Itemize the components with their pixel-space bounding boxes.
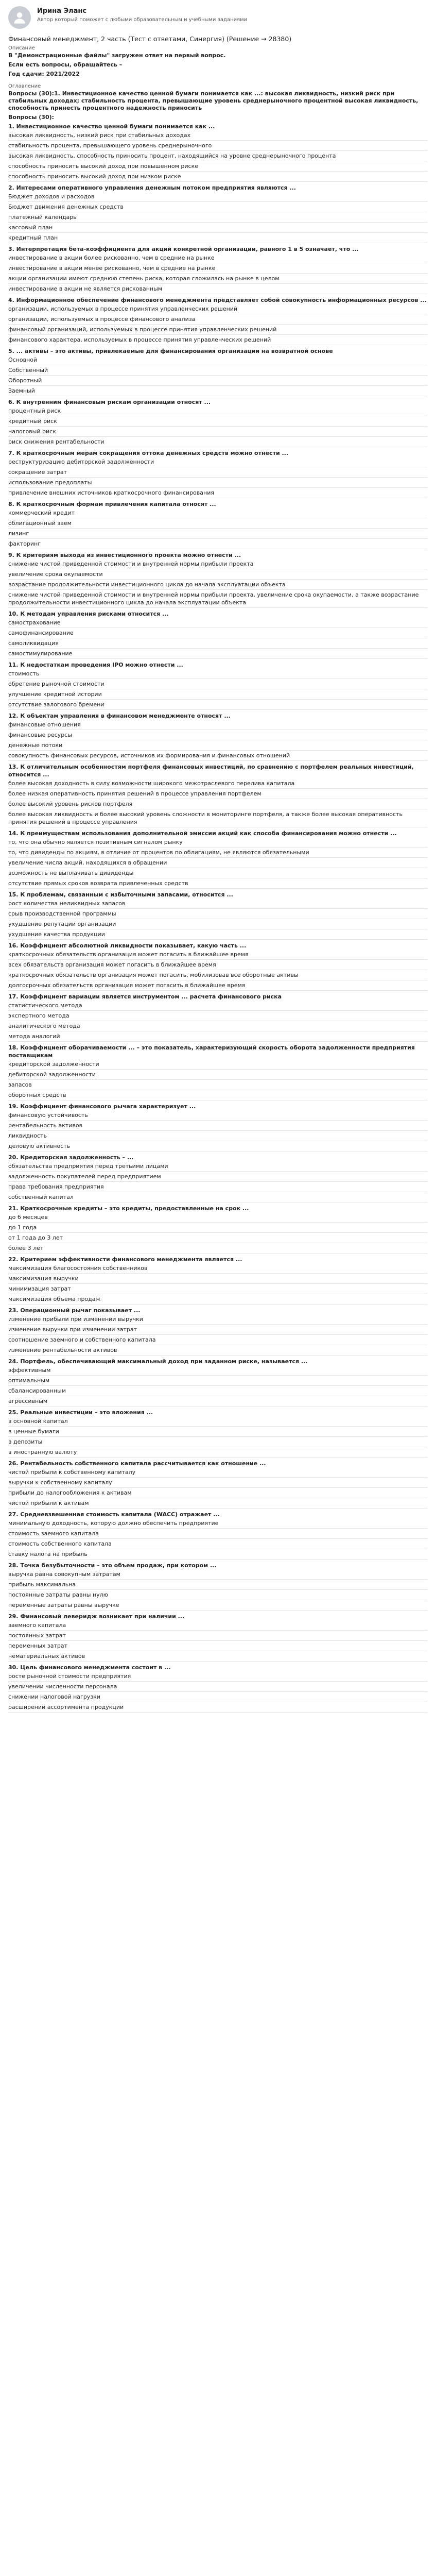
question-block xyxy=(8,1664,428,1713)
answer-option: кредиторской задолженности xyxy=(8,1059,428,1070)
avatar[interactable] xyxy=(8,6,31,29)
answer-option: высокая ликвидность, низкий риск при стабильных доходах xyxy=(8,130,428,141)
question-block xyxy=(8,1613,428,1662)
answer-option: облигационный заем xyxy=(8,518,428,529)
answer-option: снижение чистой приведенной стоимости и внутренней нормы прибыли проекта xyxy=(8,559,428,569)
answer-option: привлечение внешних источников краткосрочного финансирования xyxy=(8,488,428,498)
answer-option: всех обязательств организация может погасить в ближайшее время xyxy=(8,960,428,970)
answer-option: более высокий уровень рисков портфеля xyxy=(8,799,428,809)
answer-option: выручки к собственному капиталу xyxy=(8,1478,428,1488)
answer-option: возрастание продолжительности инвестиционного цикла до начала эксплуатации объекта xyxy=(8,580,428,590)
answer-option: прибыли до налогообложения к активам xyxy=(8,1488,428,1498)
question-block xyxy=(8,1511,428,1560)
answer-option: выручка равна совокупным затратам xyxy=(8,1569,428,1580)
answer-option: в ценные бумаги xyxy=(8,1427,428,1437)
answer-option: способность приносить высокий доход при повышенном риске xyxy=(8,161,428,172)
answer-option: статистического метода xyxy=(8,1001,428,1011)
answer-option: самострахование xyxy=(8,618,428,628)
answer-option: способность приносить высокий доход при низком риске xyxy=(8,172,428,182)
answer-option: снижение чистой приведенной стоимости и внутренней нормы прибыли проекта, увеличение срока окупаемости, а также возрастание продолжительности инвестиционного цикла до начала эксплуатации объекта xyxy=(8,590,428,608)
answer-option: оборотных средств xyxy=(8,1090,428,1100)
answer-option: акции организации имеют среднюю степень риска, которая сложилась на рынке в целом xyxy=(8,274,428,284)
question-block xyxy=(8,245,428,294)
question-title: 12. К объектам управления в финансовом менеджменте относят ... xyxy=(8,713,231,719)
author-description: Автор который поможет с любыми образовательным и учебными заданиями xyxy=(37,17,248,23)
question-title: 17. Коэффициент вариации является инструментом ... расчета финансового риска xyxy=(8,993,282,1000)
answer-option: финансовый организаций, используемых в процессе принятия управленческих решений xyxy=(8,325,428,335)
question-block xyxy=(8,1562,428,1611)
answer-option: самофинансирование xyxy=(8,628,428,638)
answer-option: стабильность процента, превышающего уровень среднерыночного xyxy=(8,141,428,151)
answer-option: краткосрочных обязательств организация может погасить в ближайшее время xyxy=(8,950,428,960)
answer-option: увеличение срока окупаемости xyxy=(8,569,428,580)
answer-option: снижении налоговой нагрузки xyxy=(8,1692,428,1702)
answer-option: организации, используемых в процессе финансового анализа xyxy=(8,314,428,325)
question-title: 24. Портфель, обеспечивающий максимальный доход при заданном риске, называется ... xyxy=(8,1358,308,1365)
question-block xyxy=(8,763,428,827)
answer-option: денежные потоки xyxy=(8,740,428,751)
answer-option: ставку налога на прибыль xyxy=(8,1549,428,1560)
answer-option: совокупность финансовых ресурсов, источников их формирования и финансовых отношений xyxy=(8,751,428,761)
answer-option: эффективным xyxy=(8,1365,428,1376)
answer-option: возможность не выплачивать дивиденды xyxy=(8,868,428,878)
question-title: 30. Цель финансового менеджмента состоит в ... xyxy=(8,1664,171,1671)
answer-option: финансовые ресурсы xyxy=(8,730,428,740)
answer-option: краткосрочных обязательств организация может погасить, мобилизовав все оборотные активы xyxy=(8,970,428,980)
answer-option: в основной капитал xyxy=(8,1416,428,1427)
answer-option: налоговый риск xyxy=(8,427,428,437)
answer-option: отсутствие прямых сроков возврата привлеченных средств xyxy=(8,878,428,889)
answer-option: максимизация объема продаж xyxy=(8,1294,428,1304)
answer-option: рентабельность активов xyxy=(8,1121,428,1131)
answer-option: аналитического метода xyxy=(8,1021,428,1031)
answer-option: нематериальных активов xyxy=(8,1651,428,1662)
description-note: Если есть вопросы, обращайтесь – xyxy=(8,61,123,68)
answer-option: самостимулирование xyxy=(8,649,428,659)
question-block xyxy=(8,1256,428,1304)
question-block xyxy=(8,610,428,659)
answer-option: метода аналогий xyxy=(8,1031,428,1042)
answer-option: экспертного метода xyxy=(8,1011,428,1021)
answer-option: собственный капитал xyxy=(8,1192,428,1202)
question-block xyxy=(8,942,428,991)
question-block xyxy=(8,184,428,243)
question-title: 9. К критериям выхода из инвестиционного проекта можно отнести ... xyxy=(8,552,241,558)
answer-option: финансовую устойчивость xyxy=(8,1110,428,1121)
answer-option: более низкая оперативность принятия решений в процессе управления портфелем xyxy=(8,789,428,799)
answer-option: постоянных затрат xyxy=(8,1631,428,1641)
answer-option: факторинг xyxy=(8,539,428,549)
question-block xyxy=(8,1205,428,1253)
question-title: 26. Рентабельность собственного капитала рассчитывается как отношение ... xyxy=(8,1460,266,1467)
document-title: Финансовый менеджмент, 2 часть (Тест с ответами, Синергия) (Решение → 28380) xyxy=(8,35,292,43)
answer-option: ликвидность xyxy=(8,1131,428,1141)
question-title: 3. Интерпретация бета-коэффициента для акций конкретной организации, равного 1 в 5 означает, что ... xyxy=(8,246,359,252)
answer-option: постоянные затраты равны нулю xyxy=(8,1590,428,1600)
answer-option: оптимальным xyxy=(8,1376,428,1386)
author-name[interactable]: Ирина Эланс xyxy=(37,7,87,15)
answer-option: права требования предприятия xyxy=(8,1182,428,1192)
question-title: 18. Коэффициент оборачиваемости ... – это показатель, характеризующий скорость оборота задолженности предприятия поставщикам xyxy=(8,1044,415,1059)
answer-option: увеличение числа акций, находящихся в обращении xyxy=(8,858,428,868)
answer-option: максимизация благосостояния собственников xyxy=(8,1263,428,1274)
answer-option: сбалансированным xyxy=(8,1386,428,1396)
answer-option: задолженность покупателей перед предприятием xyxy=(8,1172,428,1182)
answer-option: минимизация затрат xyxy=(8,1284,428,1294)
question-block xyxy=(8,449,428,498)
answer-option: кредитный риск xyxy=(8,416,428,427)
answer-option: финансового характера, используемых в процессе принятия управленческих решений xyxy=(8,335,428,345)
answer-option: риск снижения рентабельности xyxy=(8,437,428,447)
answer-option: Бюджет движения денежных средств xyxy=(8,202,428,212)
answer-option: росте рыночной стоимости предприятия xyxy=(8,1671,428,1682)
answer-option: Собственный xyxy=(8,365,428,376)
answer-option: максимизация выручки xyxy=(8,1274,428,1284)
author-info xyxy=(37,6,247,23)
answer-option: отсутствие залогового бремени xyxy=(8,700,428,710)
answer-option: запасов xyxy=(8,1080,428,1090)
answer-option: увеличении численности персонала xyxy=(8,1682,428,1692)
question-title: 15. К проблемам, связанным с избыточными запасами, относится ... xyxy=(8,891,233,898)
answer-option: Заемный xyxy=(8,386,428,396)
answer-option: минимальную доходность, которую должно обеспечить предприятие xyxy=(8,1518,428,1529)
question-block xyxy=(8,551,428,608)
answer-option: деловую активность xyxy=(8,1141,428,1151)
toc-label: Оглавление xyxy=(8,83,41,89)
question-block xyxy=(8,661,428,710)
question-title: 6. К внутренним финансовым рискам организации относят ... xyxy=(8,399,211,405)
answer-option: изменение рентабельности активов xyxy=(8,1345,428,1355)
description-label: Описание xyxy=(8,45,35,51)
question-title: 29. Финансовый леверидж возникает при наличии ... xyxy=(8,1613,185,1620)
answer-option: то, что дивиденды по акциям, в отличие от процентов по облигациям, не являются обязательными xyxy=(8,848,428,858)
answer-option: высокая ликвидность, способность приносить процент, находящийся на уровне среднерыночного процента xyxy=(8,151,428,161)
answer-option: заемного капитала xyxy=(8,1620,428,1631)
question-title: 5. ... активы – это активы, привлекаемые для финансирования организации на возвратной основе xyxy=(8,348,333,354)
answer-option: стоимость xyxy=(8,669,428,679)
answer-option: инвестирование в акции не является рискованным xyxy=(8,284,428,294)
answer-option: кассовый план xyxy=(8,223,428,233)
answer-option: от 1 года до 3 лет xyxy=(8,1233,428,1243)
question-title: 13. К отличительным особенностям портфеля финансовых инвестиций, по сравнению с портфелем реальных инвестиций, относится ... xyxy=(8,764,414,778)
question-block xyxy=(8,500,428,549)
answer-option: сокращение затрат xyxy=(8,467,428,478)
question-title: 10. К методам управления рисками относится ... xyxy=(8,611,169,617)
author-header xyxy=(8,6,428,29)
questions-label: Вопросы (30): xyxy=(8,114,55,121)
answer-option: рост количества неликвидных запасов xyxy=(8,899,428,909)
question-title: 21. Краткосрочные кредиты – это кредиты, предоставленные на срок ... xyxy=(8,1205,249,1212)
answer-option: срыв производственной программы xyxy=(8,909,428,919)
answer-option: чистой прибыли к активам xyxy=(8,1498,428,1509)
answer-option: инвестирование в акции менее рискованно, чем в средние на рынке xyxy=(8,263,428,274)
answer-option: изменение прибыли при изменении выручки xyxy=(8,1314,428,1325)
answer-option: стоимость заемного капитала xyxy=(8,1529,428,1539)
answer-option: использование предоплаты xyxy=(8,478,428,488)
year-text: Год сдачи: 2021/2022 xyxy=(8,71,80,77)
answer-option: реструктуризацию дебиторской задолженности xyxy=(8,457,428,467)
question-title: 28. Точка безубыточности – это объем продаж, при котором ... xyxy=(8,1562,217,1569)
question-title: 11. К недостаткам проведения IPO можно отнести ... xyxy=(8,662,183,668)
question-title: 20. Кредиторская задолженность – ... xyxy=(8,1154,134,1161)
answer-option: изменение выручки при изменении затрат xyxy=(8,1325,428,1335)
question-block xyxy=(8,1358,428,1406)
answer-option: более 3 лет xyxy=(8,1243,428,1253)
answer-option: более высокая доходность в силу возможности широкого межотраслевого перелива капитала xyxy=(8,778,428,789)
question-block xyxy=(8,1460,428,1509)
description-text: В "Демонстрационные файлы" загружен ответ на первый вопрос. xyxy=(8,52,226,59)
answer-option: самоликвидация xyxy=(8,638,428,649)
answer-option: организации, используемых в процессе принятия управленческих решений xyxy=(8,304,428,314)
question-block xyxy=(8,123,428,182)
toc-first-question: Вопросы (30):1. Инвестиционное качество ценной бумаги понимается как ...: высокая ликвидность, низкий риск при стабильных доходах; стабильность процента, превышающие уровень среднерыночного процентной высокая ликвидность, способность принесть процентного надежность приносить xyxy=(8,90,418,111)
answer-option: Основной xyxy=(8,355,428,365)
answer-option: обретение рыночной стоимости xyxy=(8,679,428,689)
answer-option: переменных затрат xyxy=(8,1641,428,1651)
answer-option: в депозиты xyxy=(8,1437,428,1447)
question-block xyxy=(8,1409,428,1458)
answer-option: улучшение кредитной истории xyxy=(8,689,428,700)
user-icon xyxy=(12,10,27,25)
answer-option: коммерческий кредит xyxy=(8,508,428,518)
question-block xyxy=(8,712,428,761)
answer-option: ухудшение качества продукции xyxy=(8,929,428,940)
answer-option: Бюджет доходов и расходов xyxy=(8,192,428,202)
answer-option: переменные затраты равны выручке xyxy=(8,1600,428,1611)
answer-option: обязательства предприятия перед третьими лицами xyxy=(8,1161,428,1172)
question-block xyxy=(8,398,428,447)
answer-option: Оборотный xyxy=(8,376,428,386)
answer-option: более высокая ликвидность и более высокий уровень сложности в мониторинге портфеля, а также более высокая оперативность принятия решений в процессе управления xyxy=(8,809,428,827)
question-block xyxy=(8,1307,428,1355)
question-block xyxy=(8,296,428,345)
answer-option: инвестирование в акции более рискованно, чем в средние на рынке xyxy=(8,253,428,263)
answer-option: расширении ассортимента продукции xyxy=(8,1702,428,1713)
answer-option: кредитный план xyxy=(8,233,428,243)
answer-option: дебиторской задолженности xyxy=(8,1070,428,1080)
answer-option: лизинг xyxy=(8,529,428,539)
question-block xyxy=(8,347,428,396)
question-title: 14. К преимуществам использования дополнительной эмиссии акций как способа финансирования можно отнести ... xyxy=(8,830,397,837)
answer-option: до 1 года xyxy=(8,1223,428,1233)
answer-option: до 6 месяцев xyxy=(8,1212,428,1223)
question-block xyxy=(8,1154,428,1202)
question-title: 23. Операционный рычаг показывает ... xyxy=(8,1307,141,1314)
question-title: 22. Критерием эффективности финансового менеджмента является ... xyxy=(8,1256,242,1263)
answer-option: прибыль максимальна xyxy=(8,1580,428,1590)
answer-option: то, что она обычно является позитивным сигналом рынку xyxy=(8,837,428,848)
question-block xyxy=(8,829,428,889)
answer-option: соотношение заемного и собственного капитала xyxy=(8,1335,428,1345)
question-block xyxy=(8,993,428,1042)
question-title: 8. К краткосрочным формам привлечения капитала относят ... xyxy=(8,501,216,507)
question-title: 16. Коэффициент абсолютной ликвидности показывает, какую часть ... xyxy=(8,942,247,949)
question-title: 27. Средневзвешенная стоимость капитала (WACC) отражает ... xyxy=(8,1511,220,1518)
question-title: 19. Коэффициент финансового рычага характеризует ... xyxy=(8,1103,196,1110)
answer-option: платежный календарь xyxy=(8,212,428,223)
question-block xyxy=(8,1103,428,1151)
question-title: 2. Интересами оперативного управления денежным потоком предприятия являются ... xyxy=(8,184,296,191)
question-title: 25. Реальные инвестиции – это вложения ... xyxy=(8,1409,153,1416)
questions-list xyxy=(8,123,428,1713)
answer-option: долгосрочных обязательств организация может погасить в ближайшее время xyxy=(8,980,428,991)
answer-option: агрессивным xyxy=(8,1396,428,1406)
answer-option: чистой прибыли к собственному капиталу xyxy=(8,1467,428,1478)
question-title: 4. Информационное обеспечение финансового менеджмента представляет собой совокупность информационных ресурсов ... xyxy=(8,297,427,303)
question-title: 7. К краткосрочным мерам сокращения оттока денежных средств можно отнести ... xyxy=(8,450,289,456)
question-title: 1. Инвестиционное качество ценной бумаги понимается как ... xyxy=(8,123,215,130)
answer-option: стоимость собственного капитала xyxy=(8,1539,428,1549)
question-block xyxy=(8,1044,428,1100)
answer-option: ухудшение репутации организации xyxy=(8,919,428,929)
answer-option: процентный риск xyxy=(8,406,428,416)
answer-option: в иностранную валюту xyxy=(8,1447,428,1458)
answer-option: финансовые отношения xyxy=(8,720,428,730)
question-block xyxy=(8,891,428,940)
